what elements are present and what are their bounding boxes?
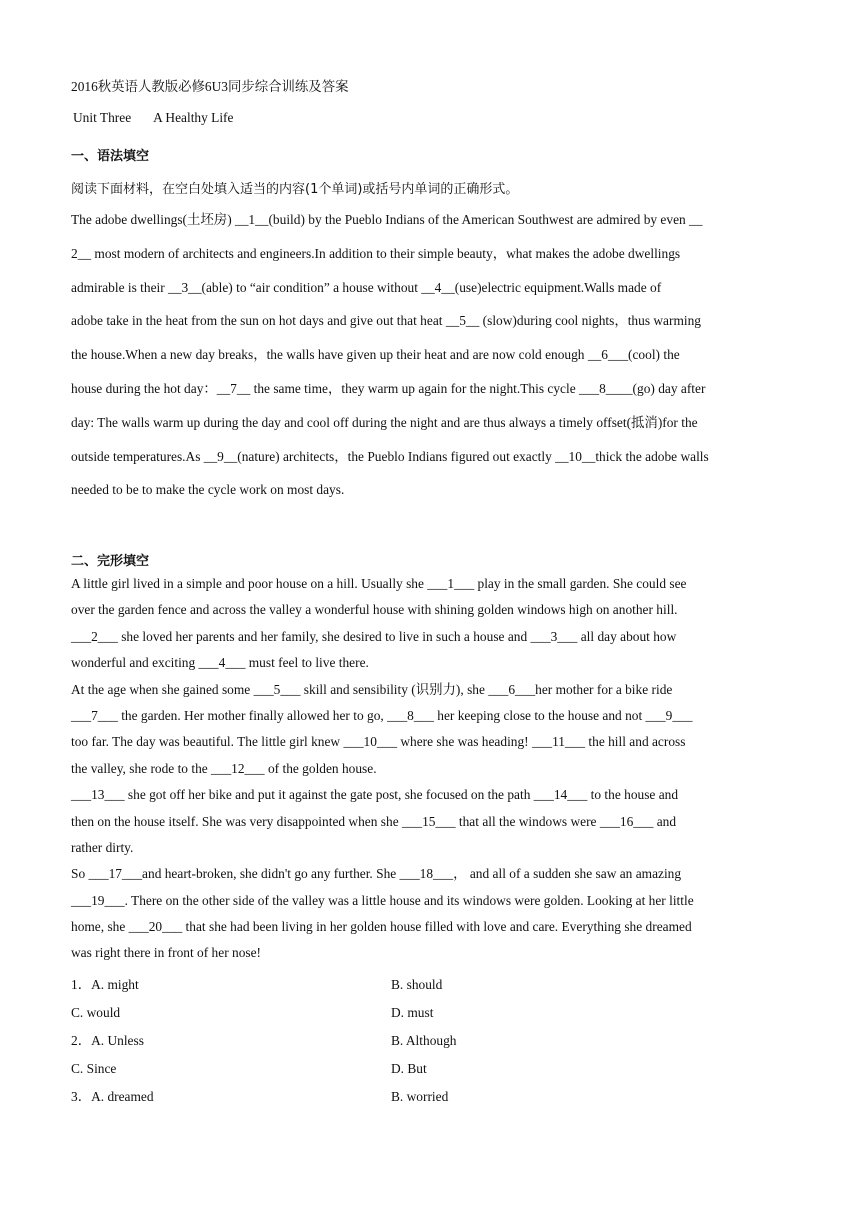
passage-line: ___7___ the garden. Her mother finally allowed her to go, ___8___ her keeping close to the house and not ___9___ — [71, 707, 693, 723]
option-left: 1．A. might — [71, 977, 139, 992]
option-row — [71, 1059, 791, 1087]
option-right: D. must — [391, 1005, 434, 1020]
option-right: D. But — [391, 1061, 427, 1076]
passage-line: over the garden fence and across the valley a wonderful house with shining golden windows high on another hill. — [71, 602, 678, 618]
passage-line: needed to be to make the cycle work on most days. — [71, 482, 345, 498]
passage-line: A little girl lived in a simple and poor house on a hill. Usually she ___1___ play in the small garden. She could see — [71, 576, 687, 591]
passage-line: the house.When a new day breaks，the walls have given up their heat and are now cold enough __6___(cool) the — [71, 347, 680, 363]
passage-line: At the age when she gained some ___5___ skill and sensibility (识别力), she ___6___her mother for a bike ride — [71, 681, 673, 697]
passage-line: day: The walls warm up during the day and cool off during the night and are thus always a timely offset(抵消)for the — [71, 414, 698, 430]
passage-line: The adobe dwellings(土坯房) __1__(build) by the Pueblo Indians of the American Southwest are admired by even __ — [71, 212, 703, 227]
passage-line: ___2___ she loved her parents and her family, she desired to live in such a house and ___3___ all day about how — [71, 628, 677, 644]
option-right: B. should — [391, 977, 443, 992]
option-left: 2．A. Unless — [71, 1033, 144, 1048]
passage-line: adobe take in the heat from the sun on hot days and give out that heat __5__ (slow)during cool nights，thus warming — [71, 313, 701, 329]
section-heading-grammar: 一、语法填空 — [71, 149, 150, 164]
passage-line: 2__ most modern of architects and engineers.In addition to their simple beauty，what makes the adobe dwellings — [71, 245, 681, 261]
option-row — [71, 1087, 791, 1115]
passage-line: wonderful and exciting ___4___ must feel to live there. — [71, 655, 369, 671]
passage-line: outside temperatures.As __9__(nature) architects，the Pueblo Indians figured out exactly __10__thick the adobe walls — [71, 448, 709, 464]
passage-line: rather dirty. — [71, 839, 134, 855]
passage-line: the valley, she rode to the ___12___ of the golden house. — [71, 760, 377, 776]
cloze-passage — [71, 574, 791, 970]
document-title: 2016秋英语人教版必修6U3同步综合训练及答案 — [71, 79, 349, 94]
passage-line: ___13___ she got off her bike and put it against the gate post, she focused on the path ___14___ to the house and — [71, 787, 679, 803]
passage-line: house during the hot day：__7__ the same time，they warm up again for the night.This cycle ___8____(go) day after — [71, 380, 706, 396]
section-heading-cloze: 二、完形填空 — [71, 554, 150, 569]
passage-line: admirable is their __3__(able) to “air condition” a house without __4__(use)electric equipment.Walls made of — [71, 279, 662, 295]
passage-line: So ___17___and heart-broken, she didn't go any further. She ___18___， and all of a sudden she saw an amazing — [71, 866, 682, 882]
option-right: B. Although — [391, 1033, 457, 1048]
passage-line: ___19___. There on the other side of the valley was a little house and its windows were golden. Looking at her little — [71, 892, 694, 908]
passage-line: then on the house itself. She was very disappointed when she ___15___ that all the windows were ___16___ and — [71, 813, 677, 829]
unit-topic: A Healthy Life — [153, 110, 234, 125]
section-instruction: 阅读下面材料，在空白处填入适当的内容(1个单词)或括号内单词的正确形式。 — [71, 182, 519, 197]
option-row — [71, 1031, 791, 1059]
passage-line: home, she ___20___ that she had been living in her golden house filled with love and care. Everything she dreamed — [71, 919, 692, 935]
unit-name: Unit Three — [73, 110, 132, 125]
option-left: 3．A. dreamed — [71, 1089, 154, 1104]
option-left: C. Since — [71, 1061, 117, 1076]
answer-options — [71, 975, 791, 1115]
option-right: B. worried — [391, 1089, 449, 1104]
option-row — [71, 975, 791, 1003]
passage-line: too far. The day was beautiful. The little girl knew ___10___ where she was heading! ___11___ the hill and across — [71, 734, 686, 750]
passage-line: was right there in front of her nose! — [71, 945, 262, 961]
option-left: C. would — [71, 1005, 121, 1020]
grammar-passage — [71, 210, 791, 514]
unit-heading — [73, 110, 233, 126]
option-row — [71, 1003, 791, 1031]
